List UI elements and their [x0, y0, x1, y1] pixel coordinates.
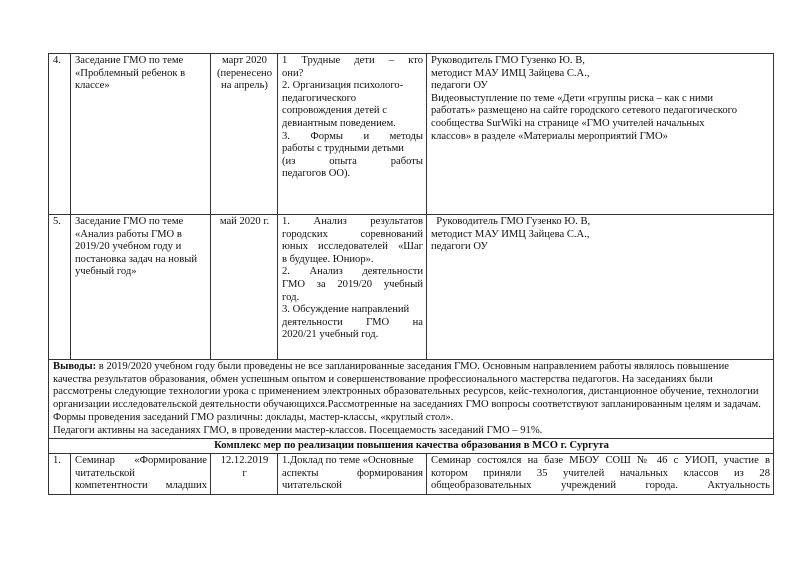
- date-line: (перенесено: [216, 67, 273, 79]
- agenda-line: девиантным поведением.: [282, 117, 396, 129]
- event-agenda: [278, 215, 427, 360]
- row-number: 4.: [49, 54, 71, 215]
- responsible-line: Руководитель ГМО Гузенко Ю. В,: [431, 216, 591, 227]
- section-header: Комплекс мер по реализации повышения качества образования в МСО г. Сургута: [49, 439, 774, 454]
- responsible-line: Видеовыступление по теме «Дети «группы риска – как с ними: [431, 92, 714, 104]
- agenda-line: в будущее. Юниор».: [282, 253, 374, 265]
- agenda-line: 1.Доклад по теме «Основные: [282, 455, 414, 467]
- event-title: Заседание ГМО по теме «Анализ работы ГМО в 2019/20 учебном году и постановка задач на новый учебный год»: [71, 215, 211, 360]
- event-line: Семинар «Формирование: [75, 455, 207, 467]
- summary-forms: Формы проведения заседаний ГМО различны: доклады, мастер-классы, «круглый стол».: [53, 411, 454, 423]
- agenda-line: педагогов ОО).: [282, 168, 351, 180]
- responsible-line: педагоги ОУ: [431, 80, 488, 92]
- responsible-line: методист МАУ ИМЦ Зайцева С.А.,: [431, 228, 590, 240]
- agenda-line: (из опыта работы: [282, 155, 423, 167]
- agenda-line: аспекты формирования: [282, 467, 423, 479]
- agenda-line: сопровождения детей с: [282, 105, 387, 117]
- event-title: Заседание ГМО по теме «Проблемный ребенок в классе»: [71, 54, 211, 215]
- responsible-line: классов» в разделе «Материалы мероприятий ГМО»: [431, 130, 668, 142]
- agenda-line: деятельности ГМО на: [282, 316, 423, 328]
- event-result: [427, 454, 774, 495]
- summary-activity: Педагоги активны на заседаниях ГМО, в проведении мастер-классов. Посещаемость заседаний ГМО – 91%.: [53, 424, 543, 436]
- result-line: общеобразовательных учреждений города. Актуальность: [431, 480, 770, 492]
- agenda-line: работы с трудными детьми: [282, 143, 404, 155]
- responsible-line: Руководитель ГМО Гузенко Ю. В,: [431, 55, 585, 66]
- event-line: компетентности младших: [75, 480, 207, 492]
- date-line: г: [242, 467, 247, 479]
- date-line: май 2020 г.: [219, 216, 270, 227]
- result-line: котором приняли 35 учителей начальных классов из 28: [431, 467, 770, 479]
- result-line: Семинар состоялся на базе МБОУ СОШ № 46 с УИОП, участие в: [431, 455, 770, 467]
- summary-label: Выводы:: [53, 361, 97, 372]
- date-line: март 2020: [222, 55, 267, 66]
- responsible-line: работать» размещено на сайте городского сетевого педагогического: [431, 105, 738, 117]
- date-line: на апрель): [221, 80, 268, 92]
- event-agenda: [278, 454, 427, 495]
- event-responsible: [427, 215, 774, 360]
- agenda-line: они?: [282, 67, 304, 79]
- agenda-line: 3. Обсуждение направлений: [282, 304, 410, 316]
- summary-text: [53, 361, 761, 410]
- agenda-line: ГМО за 2019/20 учебный: [282, 278, 423, 290]
- summary-body: в 2019/2020 учебном году были проведены не все запланированные заседания ГМО. Основным направлением работы являлось повышение качества результатов образования, обмен успешным опытом и совершенствование профессионального мастерства педагогов. На заседаниях были рассмотрены следующие технологии урока с применением электронных образовательных ресурсов, кейс-технология, дистанционное обучение, технологии организации исследовательской деятельности обучающихся.Рассмотренные на заседаниях ГМО вопросы соответствуют запланированным целям и задачам.: [53, 361, 761, 411]
- agenda-line: 1. Анализ результатов: [282, 216, 423, 227]
- event-line: читательской: [75, 467, 135, 479]
- responsible-line: педагоги ОУ: [431, 241, 488, 253]
- event-responsible: [427, 54, 774, 215]
- events-table: [48, 53, 774, 495]
- agenda-line: юных исследователей «Шаг: [282, 241, 423, 253]
- event-title: [71, 454, 211, 495]
- row-number: 1.: [49, 454, 71, 495]
- event-date: [211, 54, 278, 215]
- summary-cell: [49, 360, 774, 439]
- row-number: 5.: [49, 215, 71, 360]
- agenda-line: педагогического: [282, 92, 356, 104]
- agenda-line: 1 Трудные дети – кто: [282, 55, 423, 66]
- section-header-row: [49, 439, 774, 454]
- summary-row: [49, 360, 774, 439]
- table-row: [49, 454, 774, 495]
- event-date: [211, 454, 278, 495]
- agenda-line: год.: [282, 291, 300, 303]
- agenda-line: 2. Организация психолого-: [282, 80, 404, 92]
- agenda-line: 2. Анализ деятельности: [282, 266, 423, 278]
- event-date: [211, 215, 278, 360]
- agenda-line: читательской: [282, 480, 342, 492]
- agenda-line: 2020/21 учебный год.: [282, 329, 379, 341]
- responsible-line: методист МАУ ИМЦ Зайцева С.А.,: [431, 67, 590, 79]
- date-line: 12.12.2019: [220, 455, 269, 467]
- agenda-line: городских соревнований: [282, 228, 423, 240]
- event-agenda: [278, 54, 427, 215]
- responsible-line: сообщества SurWiki на странице «ГМО учителей начальных: [431, 117, 705, 129]
- table-row: [49, 215, 774, 360]
- table-row: [49, 54, 774, 215]
- agenda-line: 3. Формы и методы: [282, 130, 423, 142]
